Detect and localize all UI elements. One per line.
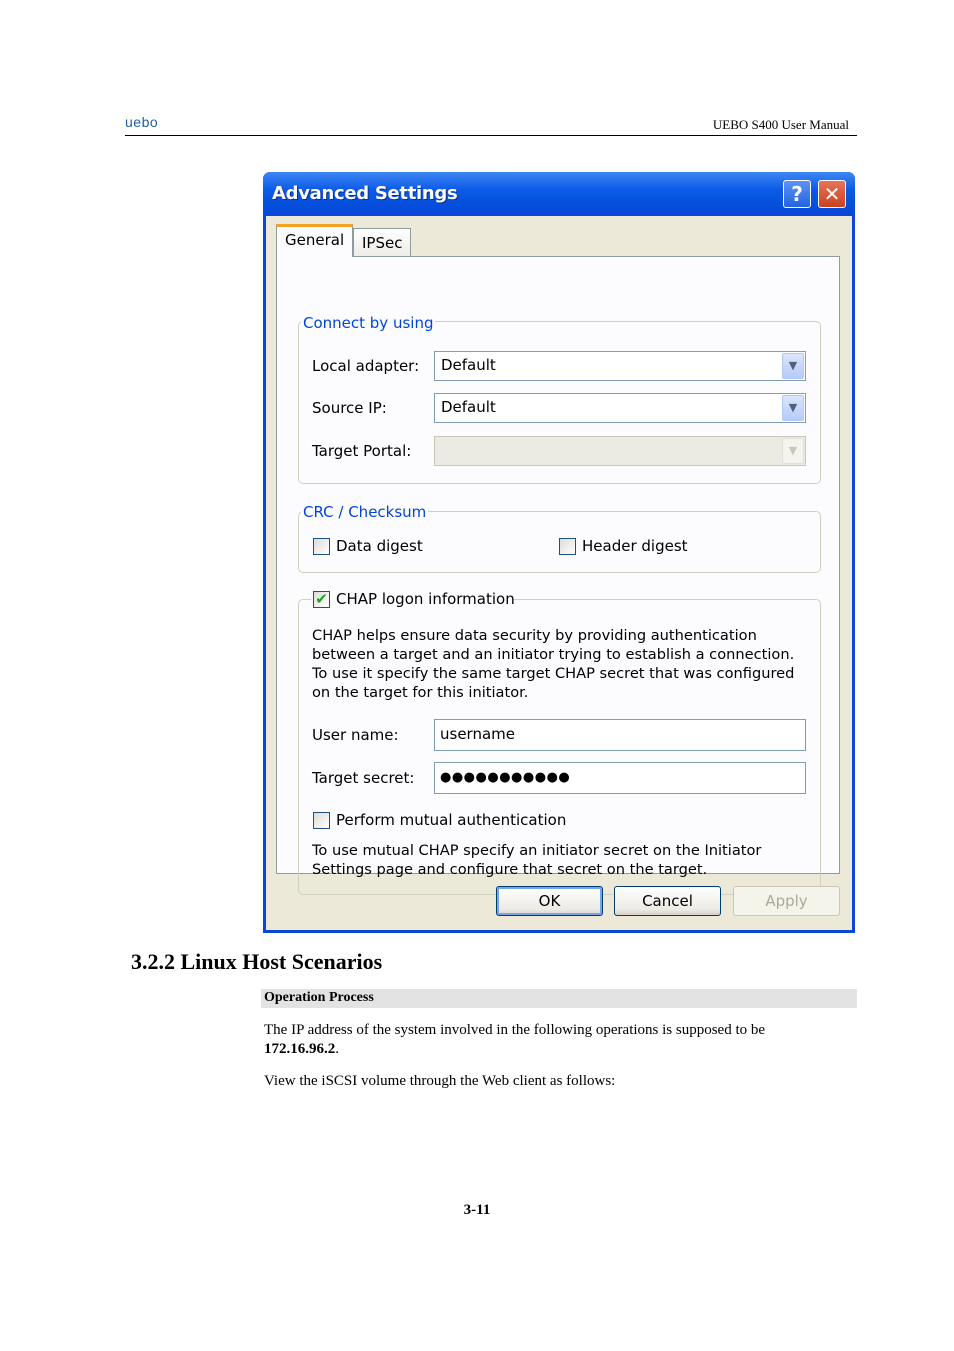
- uebo-logo: uebo: [125, 114, 159, 130]
- page-number: 3-11: [463, 1202, 491, 1218]
- chap-logon-checkbox[interactable]: [313, 591, 330, 608]
- header-digest-checkbox[interactable]: [559, 538, 576, 555]
- data-digest-checkbox[interactable]: [313, 538, 330, 555]
- target-secret-input[interactable]: [434, 762, 806, 794]
- operation-process-heading: Operation Process: [264, 990, 374, 1005]
- dialog-client-area: [266, 216, 852, 930]
- local-adapter-value: Default: [441, 356, 496, 374]
- operation-process-bar: [261, 989, 857, 1008]
- target-secret-value: ●●●●●●●●●●●: [440, 770, 571, 785]
- ok-button[interactable]: OK: [496, 886, 603, 916]
- chap-description: CHAP helps ensure data security by providing authentication between a target and an initiator trying to establish a connection. To use it specify the same target CHAP secret that was configured on the target for this initiator.: [312, 627, 795, 701]
- checkmark-icon: ✔: [315, 590, 328, 608]
- local-adapter-select[interactable]: [434, 351, 806, 381]
- dialog-title: Advanced Settings: [272, 183, 458, 204]
- ip-paragraph-text: The IP address of the system involved in the following operations is supposed to be: [264, 1022, 766, 1038]
- view-iscsi-paragraph: View the iSCSI volume through the Web client as follows:: [264, 1073, 616, 1089]
- apply-button[interactable]: Apply: [733, 886, 840, 916]
- advanced-settings-dialog: [263, 172, 855, 933]
- manual-title: UEBO S400 User Manual: [712, 117, 849, 132]
- section-heading: 3.2.2 Linux Host Scenarios: [131, 949, 383, 974]
- help-button[interactable]: [783, 180, 811, 208]
- connect-by-using-legend: Connect by using: [303, 314, 434, 332]
- target-secret-label: Target secret:: [312, 769, 415, 787]
- mutual-auth-checkbox[interactable]: [313, 812, 330, 829]
- mutual-chap-description: To use mutual CHAP specify an initiator secret on the Initiator Settings page and configure that secret on the target.: [312, 842, 762, 878]
- source-ip-select[interactable]: [434, 393, 806, 423]
- chevron-down-icon[interactable]: ▼: [782, 353, 804, 379]
- ip-paragraph-end: .: [335, 1041, 339, 1057]
- cancel-button[interactable]: Cancel: [614, 886, 721, 916]
- header-divider: [125, 135, 857, 136]
- chap-logon-label: CHAP logon information: [336, 590, 515, 608]
- crc-checksum-legend: CRC / Checksum: [303, 503, 427, 521]
- user-name-label: User name:: [312, 726, 399, 744]
- header-digest-label: Header digest: [582, 537, 688, 555]
- source-ip-label: Source IP:: [312, 399, 387, 417]
- ip-address: 172.16.96.2: [264, 1041, 336, 1057]
- close-button[interactable]: [818, 180, 846, 208]
- tab-ipsec[interactable]: IPSec: [353, 228, 411, 258]
- general-tab-panel: [276, 256, 840, 878]
- dialog-titlebar: [263, 172, 855, 216]
- chevron-down-icon[interactable]: ▼: [782, 395, 804, 421]
- source-ip-value: Default: [441, 398, 496, 416]
- target-portal-label: Target Portal:: [312, 442, 412, 460]
- data-digest-label: Data digest: [336, 537, 423, 555]
- ip-paragraph: [264, 1021, 854, 1059]
- user-name-input[interactable]: [434, 719, 806, 751]
- tab-general[interactable]: General: [276, 224, 353, 257]
- local-adapter-label: Local adapter:: [312, 357, 420, 375]
- chevron-down-icon: ▼: [782, 438, 804, 464]
- close-icon: ✕: [823, 182, 841, 206]
- mutual-auth-label: Perform mutual authentication: [336, 811, 567, 829]
- help-icon: ?: [791, 182, 803, 206]
- user-name-value: username: [440, 725, 515, 743]
- target-portal-select[interactable]: [434, 436, 806, 466]
